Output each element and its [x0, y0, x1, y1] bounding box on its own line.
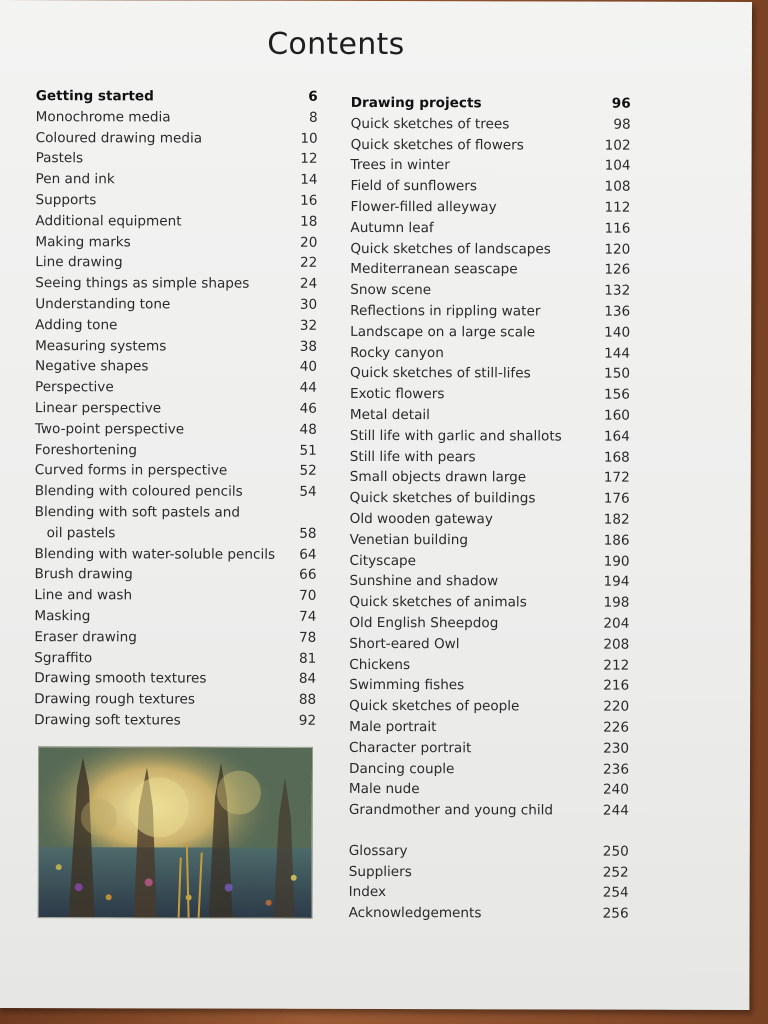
toc-entry — [349, 903, 629, 925]
toc-entry-title: Quick sketches of people — [349, 698, 520, 715]
toc-entry — [35, 356, 317, 378]
section-heading — [36, 86, 318, 108]
toc-entry — [349, 841, 629, 863]
toc-entry-page-number: 150 — [604, 365, 631, 383]
toc-entry-page-number: 70 — [299, 587, 317, 604]
toc-entry-title: Negative shapes — [35, 358, 149, 375]
spacer — [349, 821, 629, 842]
toc-entry — [35, 336, 317, 358]
toc-entry — [350, 197, 630, 219]
toc-entry-title: Venetian building — [349, 531, 469, 548]
toc-entry-page-number: 216 — [603, 677, 630, 694]
toc-entry-page-number: 120 — [604, 241, 631, 258]
toc-entry — [350, 238, 630, 260]
toc-entry — [35, 398, 317, 420]
toc-entry-page-number: 140 — [604, 324, 631, 341]
toc-entry-title: Measuring systems — [35, 337, 167, 354]
toc-entry — [350, 176, 630, 198]
toc-entry-page-number: 204 — [603, 615, 630, 632]
toc-entry — [350, 509, 630, 531]
toc-entry-title: Male nude — [348, 781, 420, 798]
toc-entry-title: Autumn leaf — [350, 219, 434, 236]
toc-entry-page-number: 8 — [309, 109, 318, 126]
toc-entry-page-number: 168 — [603, 449, 630, 466]
toc-entry-title: Supports — [35, 192, 97, 209]
toc-entry-page-number: 30 — [299, 296, 318, 313]
toc-entry-page-number: 18 — [300, 213, 318, 230]
toc-entry-title: Drawing projects — [350, 94, 482, 112]
toc-entry-title: Eraser drawing — [34, 628, 137, 646]
toc-entry — [35, 544, 317, 566]
toc-entry-page-number: 64 — [299, 546, 317, 563]
toc-entry-page-number: 32 — [299, 317, 318, 334]
toc-entry-title: Seeing things as simple shapes — [35, 275, 250, 292]
toc-entry — [34, 710, 316, 732]
toc-entry-page-number: 132 — [604, 282, 631, 299]
toc-entry-title: Still life with garlic and shallots — [349, 427, 562, 445]
toc-entry-page-number: 252 — [602, 864, 629, 881]
landscape-painting-icon — [39, 747, 312, 918]
toc-entry-page-number: 116 — [604, 220, 631, 237]
toc-entry — [351, 114, 631, 136]
toc-entry-page-number: 198 — [603, 594, 630, 611]
toc-entry — [350, 259, 630, 281]
toc-entry-title: Rocky canyon — [350, 344, 444, 361]
toc-entry-title: oil pastels — [46, 524, 116, 542]
toc-entry-title: Quick sketches of buildings — [349, 490, 536, 507]
toc-entry-title: Quick sketches of still-lifes — [350, 365, 531, 382]
toc-entry-page-number: 74 — [299, 608, 317, 625]
toc-entry — [349, 571, 629, 593]
toc-entry — [35, 440, 317, 462]
toc-entry — [350, 342, 630, 364]
toc-entry-page-number: 144 — [604, 345, 631, 362]
toc-entry — [34, 585, 316, 607]
toc-entry-title: Snow scene — [350, 282, 432, 299]
toc-entry-page-number: 51 — [299, 442, 317, 459]
toc-entry — [35, 377, 317, 399]
toc-entry-page-number: 20 — [300, 234, 318, 251]
toc-entry — [350, 384, 630, 406]
toc-entry-page-number: 226 — [603, 719, 630, 736]
toc-entry-page-number: 160 — [603, 407, 630, 424]
toc-entry-page-number: 164 — [603, 428, 630, 445]
toc-entry-page-number: 194 — [603, 573, 630, 590]
toc-entry-page-number: 244 — [602, 802, 629, 819]
toc-entry-title: Quick sketches of landscapes — [350, 240, 551, 258]
toc-entry-title: Still life with pears — [349, 448, 476, 465]
toc-entry-title: Index — [348, 884, 387, 901]
toc-entry-page-number: 10 — [300, 130, 318, 147]
toc-entry-page-number: 102 — [604, 137, 631, 154]
toc-entry-page-number: 6 — [308, 88, 318, 105]
toc-entry — [35, 460, 317, 482]
toc-entry-title: Line drawing — [35, 254, 123, 271]
toc-entry-page-number: 236 — [603, 761, 630, 778]
toc-entry-title: Drawing rough textures — [34, 691, 196, 708]
toc-entry — [35, 273, 317, 295]
toc-entry-title: Blending with water-soluble pencils — [34, 545, 276, 563]
toc-entry — [350, 405, 630, 427]
toc-entry-title: Chickens — [349, 656, 411, 673]
toc-entry — [350, 280, 630, 302]
toc-entry — [349, 696, 629, 718]
toc-entry-title: Dancing couple — [348, 760, 455, 777]
toc-entry-page-number: 96 — [611, 95, 631, 112]
toc-entry — [349, 717, 629, 739]
toc-entry — [350, 467, 630, 489]
toc-entry-title: Adding tone — [35, 316, 118, 334]
toc-entry — [35, 294, 317, 316]
toc-entry-page-number: 48 — [299, 421, 317, 438]
toc-entry — [34, 689, 316, 711]
toc-entry — [35, 419, 317, 441]
toc-entry-page-number: 92 — [298, 712, 317, 729]
toc-entry — [34, 648, 316, 670]
toc-entry-title: Pen and ink — [35, 171, 115, 188]
toc-entry-title: Coloured drawing media — [35, 129, 203, 147]
toc-entry — [36, 128, 318, 150]
toc-entry-title: Curved forms in perspective — [34, 462, 228, 479]
toc-entry-page-number: 16 — [300, 192, 318, 209]
toc-entry-title: Pastels — [35, 150, 84, 167]
toc-entry — [349, 800, 629, 822]
toc-entry — [349, 592, 629, 614]
toc-entry-title: Old English Sheepdog — [349, 614, 499, 632]
toc-entry-title: Sgraffito — [34, 649, 93, 666]
toc-entry — [350, 363, 630, 385]
toc-entry-title: Monochrome media — [35, 108, 171, 126]
toc-entry-page-number: 14 — [300, 171, 318, 189]
toc-entry — [350, 218, 630, 240]
toc-entry-page-number: 66 — [299, 567, 317, 584]
toc-entry — [35, 481, 317, 503]
toc-entry-page-number: 40 — [299, 359, 318, 376]
toc-entry — [349, 758, 629, 780]
toc-entry — [349, 882, 629, 904]
toc-entry — [350, 426, 630, 448]
toc-entry-page-number: 240 — [602, 781, 629, 798]
section-heading — [351, 93, 631, 115]
toc-entry-page-number: 156 — [603, 386, 630, 403]
toc-entry — [349, 675, 629, 697]
toc-entry-page-number: 250 — [602, 843, 629, 860]
toc-entry — [34, 627, 316, 649]
toc-entry-page-number: 126 — [604, 261, 631, 279]
toc-entry-page-number: 254 — [602, 885, 629, 902]
toc-entry — [350, 530, 630, 552]
toc-entry-page-number: 22 — [299, 255, 318, 272]
toc-entry-page-number: 12 — [300, 151, 318, 168]
toc-entry-page-number: 78 — [298, 629, 317, 646]
toc-entry-title: Mediterranean seascape — [350, 261, 518, 278]
toc-entry — [350, 488, 630, 510]
toc-entry-title: Quick sketches of trees — [350, 115, 510, 133]
toc-entry — [350, 322, 630, 344]
toc-entry-title: Swimming fishes — [349, 677, 465, 694]
toc-entry-page-number: 172 — [603, 469, 630, 486]
toc-entry-title: Getting started — [35, 88, 154, 105]
toc-entry-title: Cityscape — [349, 552, 417, 569]
toc-entry-title: Field of sunflowers — [350, 178, 478, 195]
toc-entry-page-number: 38 — [299, 338, 318, 355]
toc-entry-title: Two-point perspective — [34, 420, 185, 438]
painting-illustration — [38, 746, 313, 919]
toc-entry — [350, 301, 630, 323]
toc-entry — [349, 779, 629, 801]
toc-entry — [34, 606, 316, 628]
toc-entry — [35, 502, 317, 524]
toc-entry — [349, 634, 629, 656]
toc-entry-page-number: 84 — [298, 671, 317, 688]
toc-entry-title: Suppliers — [348, 863, 412, 880]
toc-entry — [36, 148, 318, 170]
toc-entry-title: Character portrait — [349, 739, 472, 756]
toc-entry-page-number: 88 — [298, 691, 317, 708]
toc-entry-page-number: 136 — [604, 303, 631, 320]
toc-entry-page-number: 182 — [603, 511, 630, 528]
toc-entry-title: Glossary — [348, 842, 408, 859]
toc-entry-page-number: 176 — [603, 490, 630, 507]
toc-entry-title: Making marks — [35, 233, 131, 250]
toc-entry-title: Masking — [34, 608, 91, 625]
toc-entry-page-number: 220 — [603, 698, 630, 715]
toc-entry-title: Trees in winter — [350, 157, 450, 174]
toc-entry-title: Metal detail — [349, 406, 430, 424]
toc-entry-title: Small objects drawn large — [349, 469, 527, 486]
toc-entry — [36, 169, 318, 191]
toc-entry-title: Acknowledgements — [348, 905, 482, 922]
toc-entry — [349, 738, 629, 760]
toc-entry — [349, 654, 629, 676]
toc-entry-title: Exotic flowers — [349, 386, 445, 403]
toc-entry-title: Short-eared Owl — [349, 635, 460, 652]
toc-entry-title: Landscape on a large scale — [350, 323, 536, 341]
toc-entry-page-number: 190 — [603, 553, 630, 570]
toc-entry-page-number: 230 — [603, 740, 630, 757]
toc-entry-title: Blending with soft pastels and — [34, 504, 240, 521]
toc-entry-title: Old wooden gateway — [349, 510, 493, 528]
toc-entry-title: Grandmother and young child — [348, 802, 554, 819]
toc-entry-title: Reflections in rippling water — [350, 302, 541, 320]
toc-entry-page-number: 58 — [299, 525, 317, 542]
toc-entry-title: Quick sketches of animals — [349, 594, 527, 611]
toc-entry-title: Foreshortening — [34, 441, 138, 458]
toc-entry-title: Blending with coloured pencils — [34, 483, 243, 500]
toc-entry-page-number: 208 — [603, 636, 630, 653]
toc-entry — [350, 446, 630, 468]
toc-entry — [35, 211, 317, 233]
toc-entry-page-number: 52 — [299, 463, 317, 480]
toc-entry — [35, 523, 317, 545]
toc-entry-page-number: 104 — [604, 157, 631, 175]
toc-entry-page-number: 212 — [603, 657, 630, 674]
toc-entry — [349, 613, 629, 635]
toc-entry-title: Line and wash — [34, 587, 133, 604]
toc-entry-page-number: 98 — [613, 116, 631, 133]
toc-entry — [350, 550, 630, 572]
toc-entry-page-number: 186 — [603, 532, 630, 549]
toc-entry-title: Drawing smooth textures — [34, 670, 207, 687]
toc-entry-title: Understanding tone — [35, 296, 171, 313]
toc-entry — [34, 668, 316, 690]
toc-entry-title: Additional equipment — [35, 212, 182, 230]
toc-entry-title: Perspective — [34, 379, 114, 396]
toc-entry — [34, 564, 316, 586]
toc-entry — [35, 190, 317, 212]
toc-entry-title: Drawing soft textures — [34, 711, 181, 729]
toc-entry-page-number: 81 — [298, 650, 317, 667]
toc-entry-title: Male portrait — [349, 718, 437, 736]
toc-entry-page-number: 44 — [299, 379, 318, 396]
toc-entry — [349, 862, 629, 884]
toc-entry — [36, 107, 318, 129]
contents-right-column — [349, 93, 631, 925]
toc-entry-title: Quick sketches of flowers — [350, 136, 524, 153]
toc-entry-title: Brush drawing — [34, 566, 133, 583]
toc-entry-page-number: 54 — [299, 483, 317, 500]
toc-entry-page-number: 256 — [602, 905, 629, 922]
toc-entry — [35, 315, 317, 337]
toc-entry-title: Flower-filled alleyway — [350, 198, 497, 216]
toc-entry — [351, 155, 631, 177]
contents-left-column — [34, 86, 318, 731]
toc-entry-title: Sunshine and shadow — [349, 573, 499, 590]
toc-entry-page-number: 108 — [604, 178, 631, 195]
toc-entry — [351, 135, 631, 157]
toc-entry-page-number: 46 — [299, 400, 317, 417]
toc-entry-page-number: 24 — [299, 275, 318, 293]
page-title: Contents — [267, 26, 405, 63]
toc-entry-title: Linear perspective — [34, 400, 162, 417]
toc-entry — [35, 252, 317, 274]
toc-entry — [35, 232, 317, 254]
toc-entry-page-number: 112 — [604, 199, 631, 216]
